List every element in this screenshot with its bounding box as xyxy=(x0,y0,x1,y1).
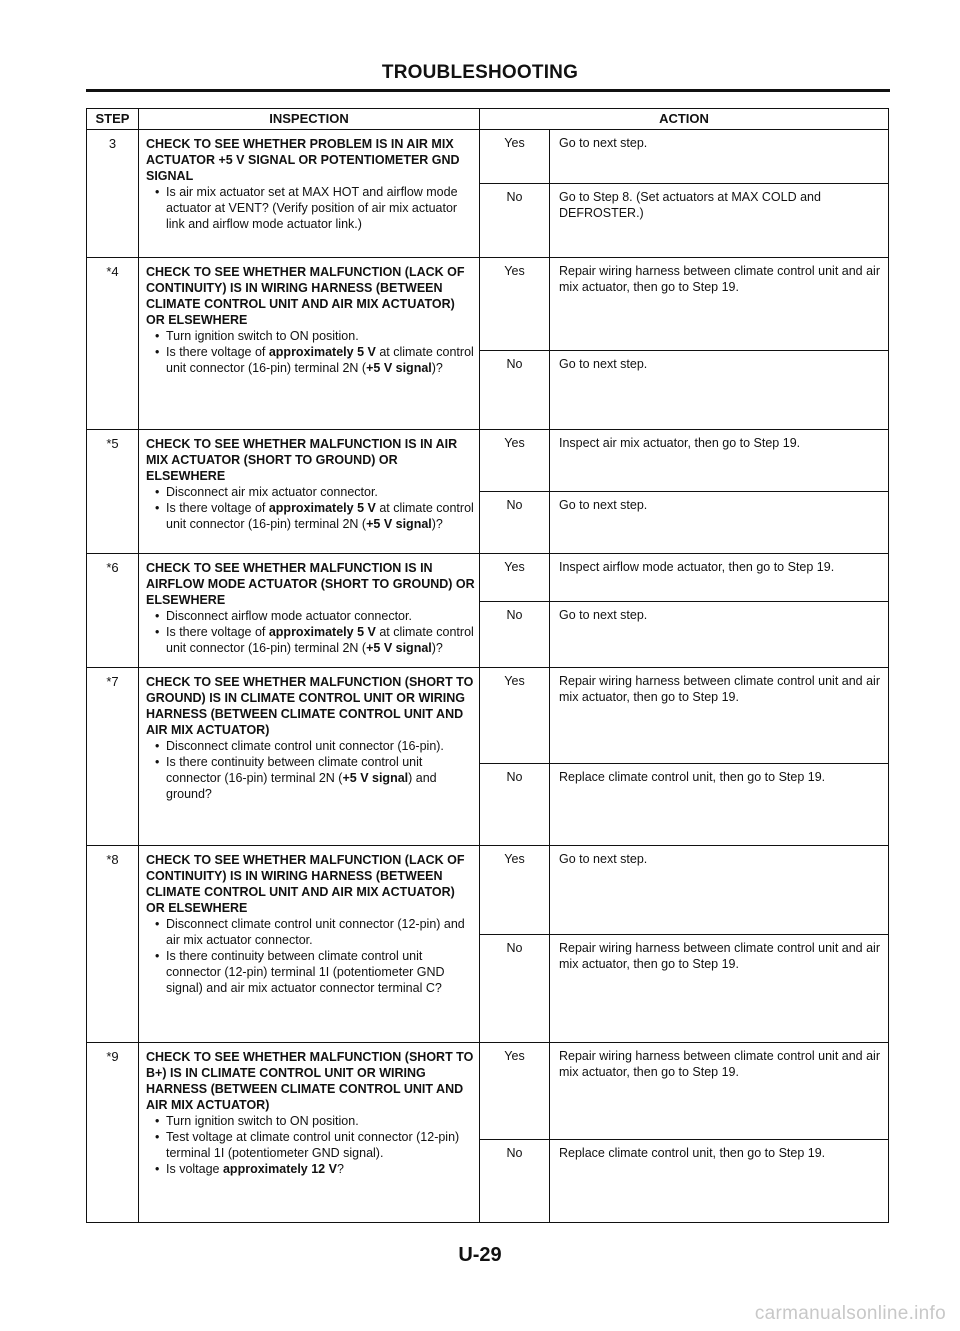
yes-label: Yes xyxy=(480,668,550,764)
step-number: *5 xyxy=(87,430,139,554)
inspection-bullet: • Is there voltage of approximately 5 V at climate control unit connector (16-pin) terminal 2N (+5 V signal)? xyxy=(166,624,475,656)
inspection-bullet: • Is air mix actuator set at MAX HOT and airflow mode actuator at VENT? (Verify position of air mix actuator link and airflow mode actuator link.) xyxy=(166,184,475,232)
step-row-yes xyxy=(87,430,889,492)
inspection-cell xyxy=(139,258,480,430)
inspection-bullets xyxy=(146,184,475,232)
inspection-bullet: • Is there continuity between climate control unit connector (12-pin) terminal 1I (potentiometer GND signal) and air mix actuator connector terminal C? xyxy=(166,948,475,996)
inspection-bullet: • Is there voltage of approximately 5 V at climate control unit connector (16-pin) terminal 2N (+5 V signal)? xyxy=(166,500,475,532)
step-row-yes xyxy=(87,846,889,935)
no-action: Replace climate control unit, then go to Step 19. xyxy=(550,1140,889,1223)
inspection-bullet: • Turn ignition switch to ON position. xyxy=(166,1113,475,1129)
step-row-yes xyxy=(87,668,889,764)
inspection-heading: CHECK TO SEE WHETHER MALFUNCTION (LACK OF CONTINUITY) IS IN WIRING HARNESS (BETWEEN CLIMATE CONTROL UNIT AND AIR MIX ACTUATOR) OR ELSEWHERE xyxy=(146,853,465,915)
yes-label: Yes xyxy=(480,846,550,935)
inspection-bullets xyxy=(146,916,475,996)
yes-label: Yes xyxy=(480,430,550,492)
yes-label: Yes xyxy=(480,1043,550,1140)
yes-label: Yes xyxy=(480,258,550,351)
inspection-heading: CHECK TO SEE WHETHER PROBLEM IS IN AIR MIX ACTUATOR +5 V SIGNAL OR POTENTIOMETER GND SIGNAL xyxy=(146,137,460,183)
inspection-bullets xyxy=(146,484,475,532)
step-row-yes xyxy=(87,130,889,184)
inspection-heading: CHECK TO SEE WHETHER MALFUNCTION IS IN AIR MIX ACTUATOR (SHORT TO GROUND) OR ELSEWHERE xyxy=(146,437,458,483)
inspection-cell xyxy=(139,1043,480,1223)
inspection-bullet: • Is there voltage of approximately 5 V at climate control unit connector (16-pin) terminal 2N (+5 V signal)? xyxy=(166,344,475,376)
no-label: No xyxy=(480,1140,550,1223)
yes-action: Repair wiring harness between climate control unit and air mix actuator, then go to Step 19. xyxy=(550,1043,889,1140)
step-number: 3 xyxy=(87,130,139,258)
no-action: Replace climate control unit, then go to Step 19. xyxy=(550,764,889,846)
no-label: No xyxy=(480,351,550,430)
inspection-heading: CHECK TO SEE WHETHER MALFUNCTION IS IN AIRFLOW MODE ACTUATOR (SHORT TO GROUND) OR ELSEWHERE xyxy=(146,561,475,607)
inspection-bullet: • Is there continuity between climate control unit connector (16-pin) terminal 2N (+5 V signal) and ground? xyxy=(166,754,475,802)
action-column-header: ACTION xyxy=(480,109,889,130)
yes-action: Repair wiring harness between climate control unit and air mix actuator, then go to Step 19. xyxy=(550,258,889,351)
step-number: *8 xyxy=(87,846,139,1043)
inspection-bullet: • Is voltage approximately 12 V? xyxy=(166,1161,475,1177)
inspection-heading: CHECK TO SEE WHETHER MALFUNCTION (SHORT TO B+) IS IN CLIMATE CONTROL UNIT OR WIRING HARNESS (BETWEEN CLIMATE CONTROL UNIT AND AIR MIX ACTUATOR) xyxy=(146,1050,474,1112)
step-row-yes xyxy=(87,258,889,351)
step-number: *6 xyxy=(87,554,139,668)
no-action: Go to next step. xyxy=(550,351,889,430)
yes-action: Inspect airflow mode actuator, then go to Step 19. xyxy=(550,554,889,602)
yes-action: Go to next step. xyxy=(550,846,889,935)
table-header-row xyxy=(87,109,889,130)
inspection-bullet: • Disconnect climate control unit connector (16-pin). xyxy=(166,738,475,754)
page-title: TROUBLESHOOTING xyxy=(381,62,579,83)
inspection-bullets xyxy=(146,608,475,656)
troubleshooting-table xyxy=(86,108,889,1223)
step-number: *7 xyxy=(87,668,139,846)
inspection-cell xyxy=(139,554,480,668)
steps-body xyxy=(87,130,889,1223)
step-number: *9 xyxy=(87,1043,139,1223)
step-number: *4 xyxy=(87,258,139,430)
yes-label: Yes xyxy=(480,130,550,184)
no-label: No xyxy=(480,935,550,1043)
inspection-bullet: • Disconnect airflow mode actuator connector. xyxy=(166,608,475,624)
inspection-bullet: • Test voltage at climate control unit connector (12-pin) terminal 1I (potentiometer GND signal). xyxy=(166,1129,475,1161)
inspection-column-header: INSPECTION xyxy=(139,109,480,130)
no-action: Go to Step 8. (Set actuators at MAX COLD and DEFROSTER.) xyxy=(550,184,889,258)
step-column-header: STEP xyxy=(87,109,139,130)
inspection-bullet: • Turn ignition switch to ON position. xyxy=(166,328,475,344)
inspection-cell xyxy=(139,846,480,1043)
yes-action: Inspect air mix actuator, then go to Step 19. xyxy=(550,430,889,492)
yes-label: Yes xyxy=(480,554,550,602)
inspection-bullets xyxy=(146,1113,475,1177)
no-action: Go to next step. xyxy=(550,602,889,668)
page-number: U-29 xyxy=(458,1244,502,1266)
inspection-heading: CHECK TO SEE WHETHER MALFUNCTION (LACK OF CONTINUITY) IS IN WIRING HARNESS (BETWEEN CLIMATE CONTROL UNIT AND AIR MIX ACTUATOR) OR ELSEWHERE xyxy=(146,265,465,327)
no-label: No xyxy=(480,602,550,668)
no-action: Go to next step. xyxy=(550,492,889,554)
inspection-bullet: • Disconnect air mix actuator connector. xyxy=(166,484,475,500)
inspection-cell xyxy=(139,668,480,846)
step-row-yes xyxy=(87,554,889,602)
step-row-yes xyxy=(87,1043,889,1140)
no-action: Repair wiring harness between climate control unit and air mix actuator, then go to Step 19. xyxy=(550,935,889,1043)
no-label: No xyxy=(480,184,550,258)
yes-action: Go to next step. xyxy=(550,130,889,184)
inspection-heading: CHECK TO SEE WHETHER MALFUNCTION (SHORT TO GROUND) IS IN CLIMATE CONTROL UNIT OR WIRING HARNESS (BETWEEN CLIMATE CONTROL UNIT AND AIR MIX ACTUATOR) xyxy=(146,675,474,737)
inspection-cell xyxy=(139,130,480,258)
yes-action: Repair wiring harness between climate control unit and air mix actuator, then go to Step 19. xyxy=(550,668,889,764)
watermark: carmanualsonline.info xyxy=(754,1303,946,1324)
inspection-bullets xyxy=(146,738,475,802)
inspection-bullets xyxy=(146,328,475,376)
no-label: No xyxy=(480,492,550,554)
inspection-cell xyxy=(139,430,480,554)
title-rule xyxy=(86,89,890,92)
no-label: No xyxy=(480,764,550,846)
inspection-bullet: • Disconnect climate control unit connector (12-pin) and air mix actuator connector. xyxy=(166,916,475,948)
